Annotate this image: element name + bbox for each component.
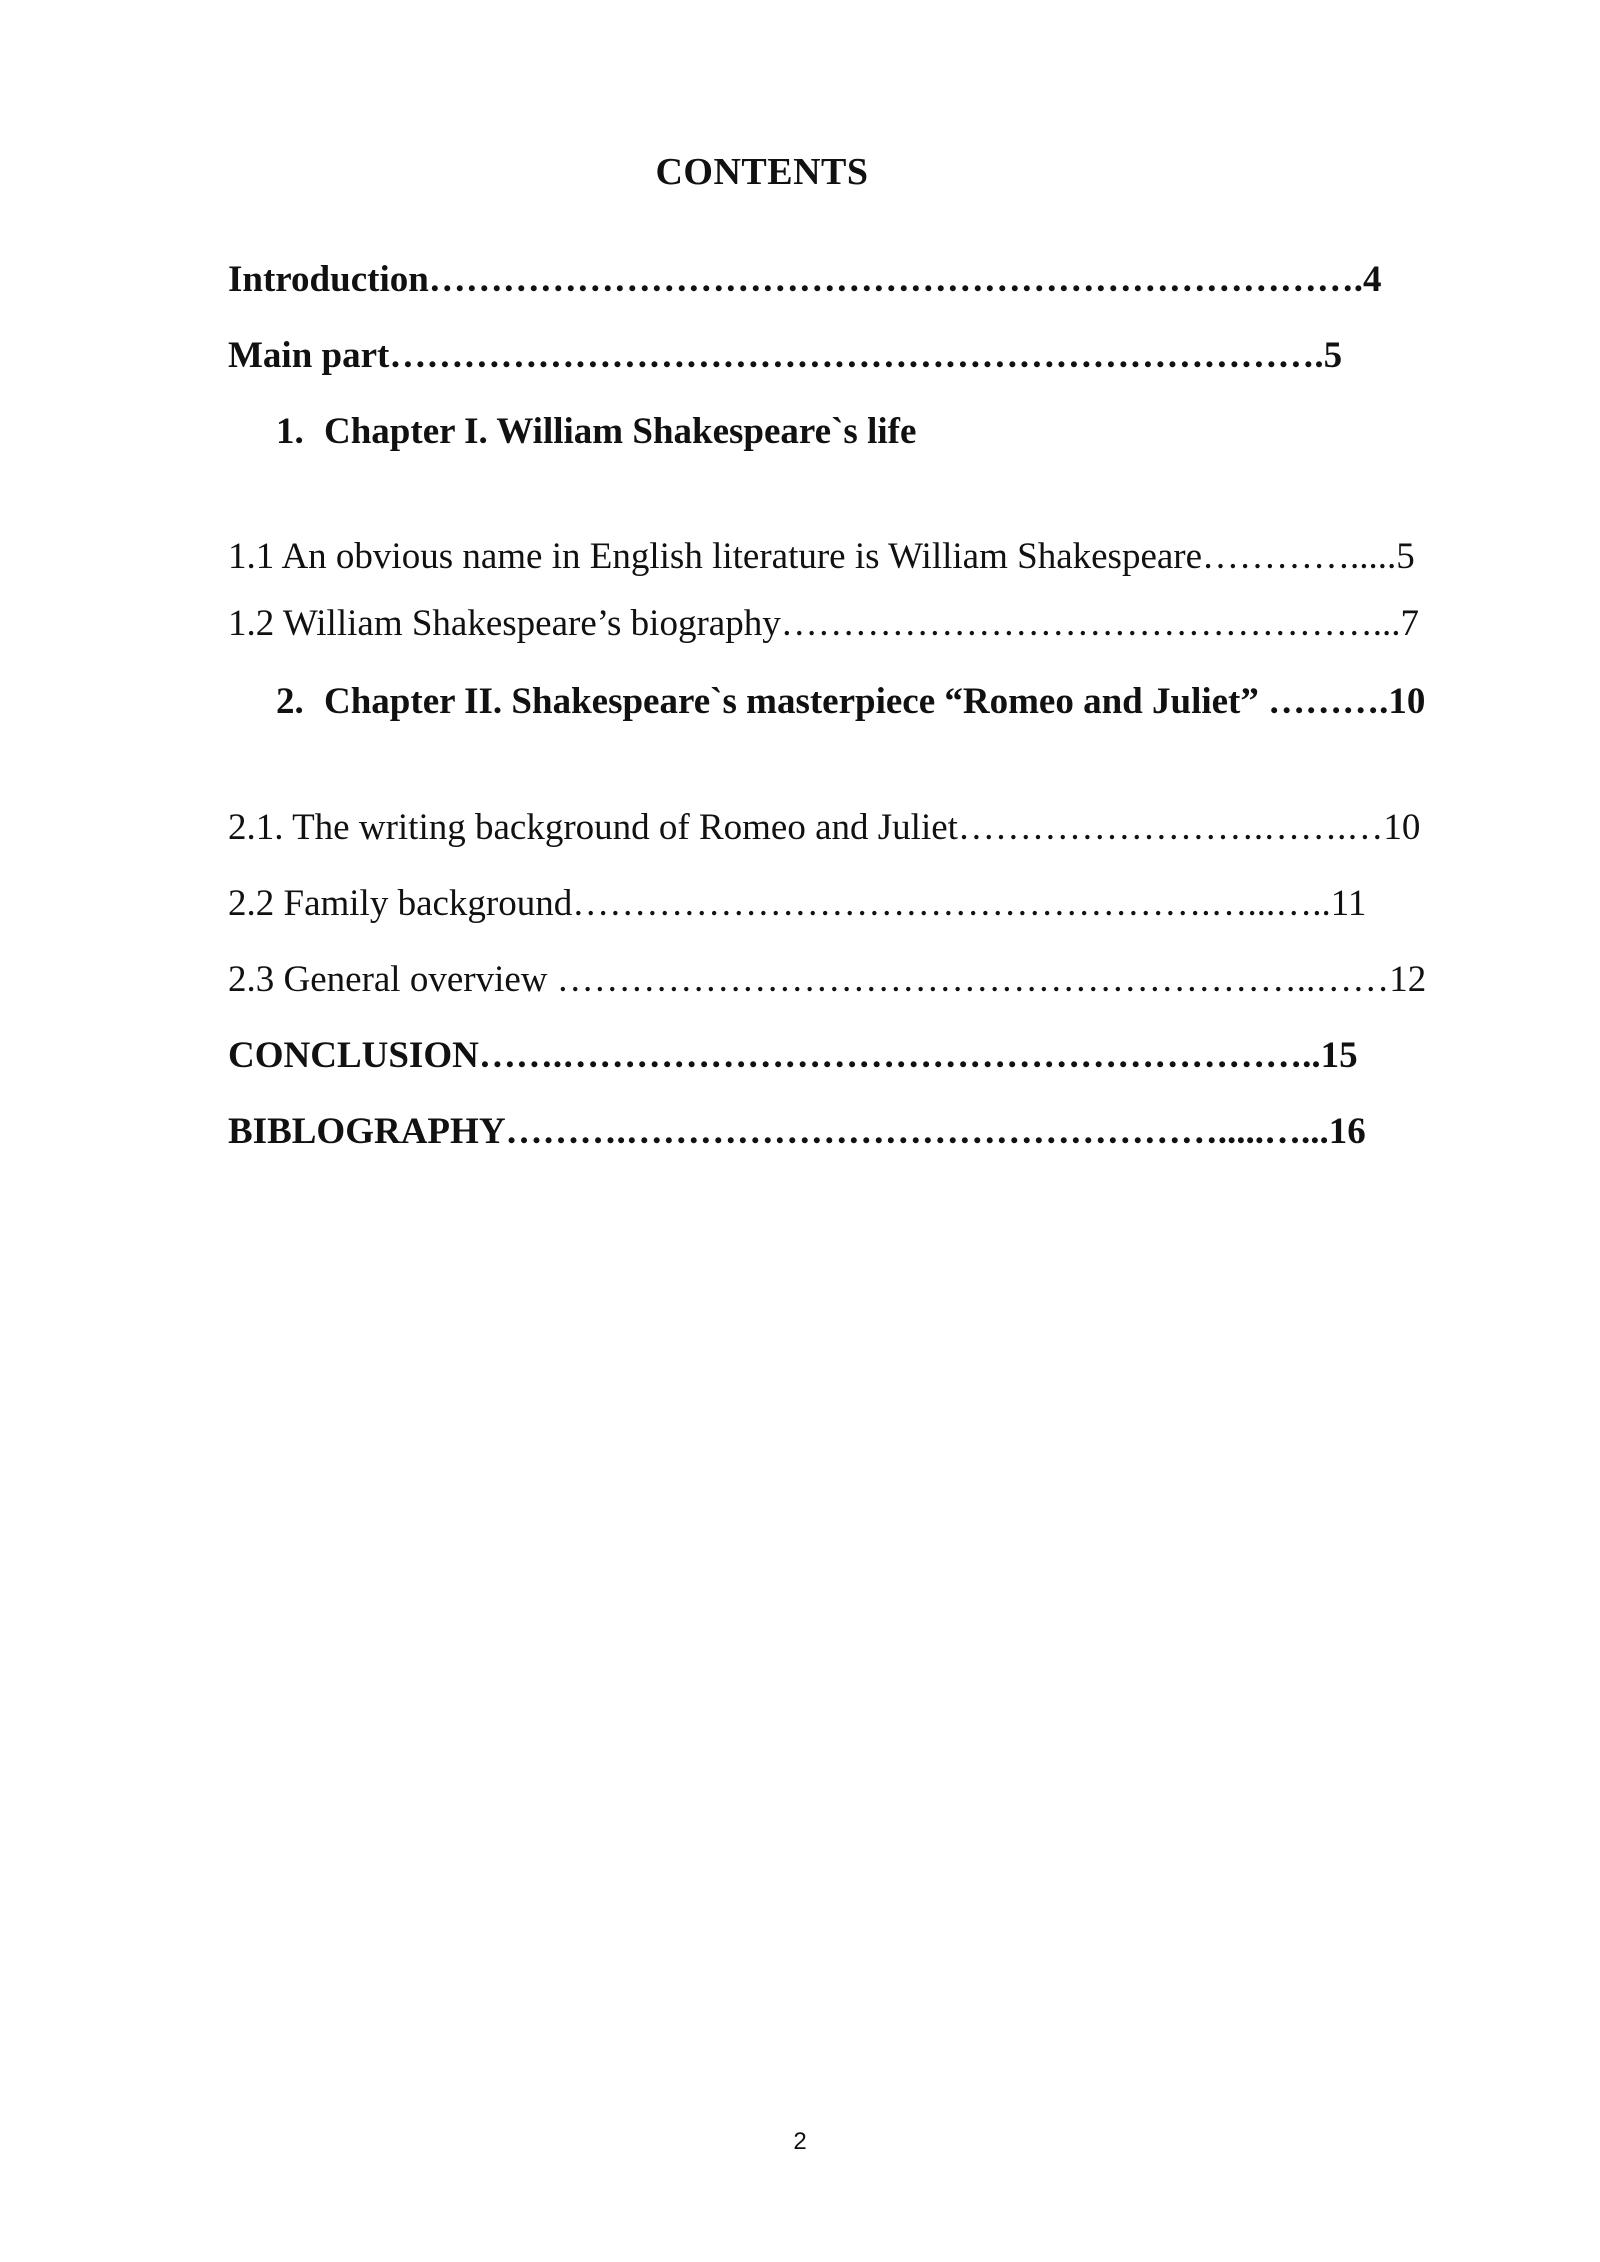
chapter-number: 2. <box>276 681 304 722</box>
toc-entry-conclusion <box>228 1034 1358 1078</box>
chapter-title: Chapter II. Shakespeare`s masterpiece “Romeo and Juliet” ……….10 <box>324 681 1426 722</box>
contents-title: CONTENTS <box>655 151 869 193</box>
toc-entry-text: 2.3 General overview ……………………………………………………..……12 <box>228 959 1427 1000</box>
toc-entry-1-2 <box>228 602 1419 646</box>
toc-entry-2-3 <box>228 958 1426 1002</box>
toc-entry-text: CONCLUSION…….……………………………………………………..15 <box>228 1035 1358 1076</box>
toc-entry-text: 1.2 William Shakespeare’s biography…………………………………………...7 <box>228 603 1419 644</box>
chapter-number: 1. <box>276 411 304 452</box>
toc-entry-bibliography <box>228 1110 1366 1154</box>
toc-entry-2-2 <box>228 882 1366 926</box>
page-number: 2 <box>793 2128 807 2155</box>
toc-entry-text: BIBLOGRAPHY……….………………………………………….....…...16 <box>228 1111 1366 1152</box>
toc-entry-introduction <box>228 258 1382 302</box>
toc-entry-2-1 <box>228 806 1420 850</box>
toc-entry-main-part <box>228 334 1342 378</box>
chapter-title: Chapter I. William Shakespeare`s life <box>324 411 917 452</box>
toc-entry-text: 1.1 An obvious name in English literature is William Shakespeare………….....5 <box>228 536 1415 577</box>
toc-chapter-2 <box>276 680 1425 724</box>
toc-entry-text: Introduction………………………………………………………………….4 <box>228 259 1382 300</box>
toc-chapter-1 <box>276 410 916 454</box>
toc-entry-text: 2.1. The writing background of Romeo and Juliet…………………….…….…10 <box>228 807 1421 848</box>
toc-entry-1-1 <box>228 535 1415 579</box>
toc-entry-text: 2.2 Family background…………………………………………….…...…..11 <box>228 883 1367 924</box>
toc-entry-text: Main part………………………………………………………………….5 <box>228 335 1343 376</box>
